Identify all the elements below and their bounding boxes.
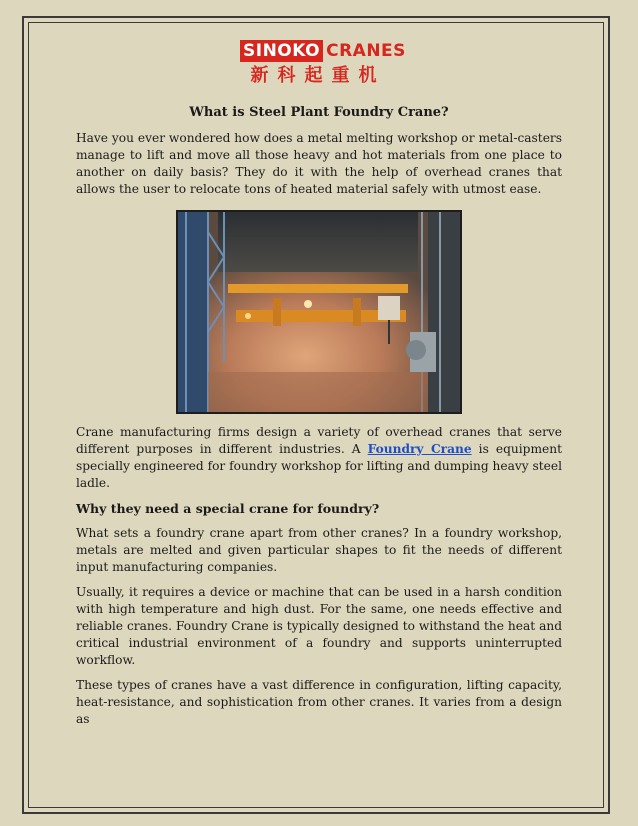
foundry-crane-photo [176, 210, 462, 414]
intro-paragraph: Have you ever wondered how does a metal melting workshop or metal-casters manage to lift and move all those heavy and hot materials from one place to another on daily basis? They do it with the help of overhead cranes that allows the user to relocate tons of heated material safely with utmost ease. [76, 131, 562, 196]
paragraph-4: Usually, it requires a device or machine that can be used in a harsh condition with high temperature and high dust. For the same, one needs effective and reliable cranes. Foundry Crane is typically designed to withstand the heat and critical industrial environment of a foundry and supports uninterrupted workflow. [76, 585, 562, 667]
page-title: What is Steel Plant Foundry Crane? [189, 105, 449, 120]
foundry-crane-link[interactable]: Foundry Crane [367, 442, 472, 456]
paragraph-3: What sets a foundry crane apart from other cranes? In a foundry workshop, metals are melted and given particular shapes to fit the needs of different input manufacturing companies. [76, 526, 562, 574]
para2-after: is equipment specially engineered for foundry workshop for lifting and dumping heavy steel ladle. [76, 442, 562, 490]
logo-chinese-name: 新科起重机 [250, 65, 386, 86]
logo-brand-box: SINOKO [240, 40, 323, 62]
foundry-crane-paragraph [76, 424, 562, 492]
section-heading: Why they need a special crane for foundry? [76, 501, 380, 516]
sinoko-logo [240, 40, 406, 88]
paragraph-5: These types of cranes have a vast difference in configuration, lifting capacity, heat-resistance, and sophistication from other cranes. It varies from a design as [76, 678, 562, 726]
logo-brand-word: CRANES [326, 41, 406, 61]
para2-before: Crane manufacturing firms design a variety of overhead cranes that serve different purposes in different industries. A [76, 425, 562, 456]
document-body [76, 104, 562, 736]
